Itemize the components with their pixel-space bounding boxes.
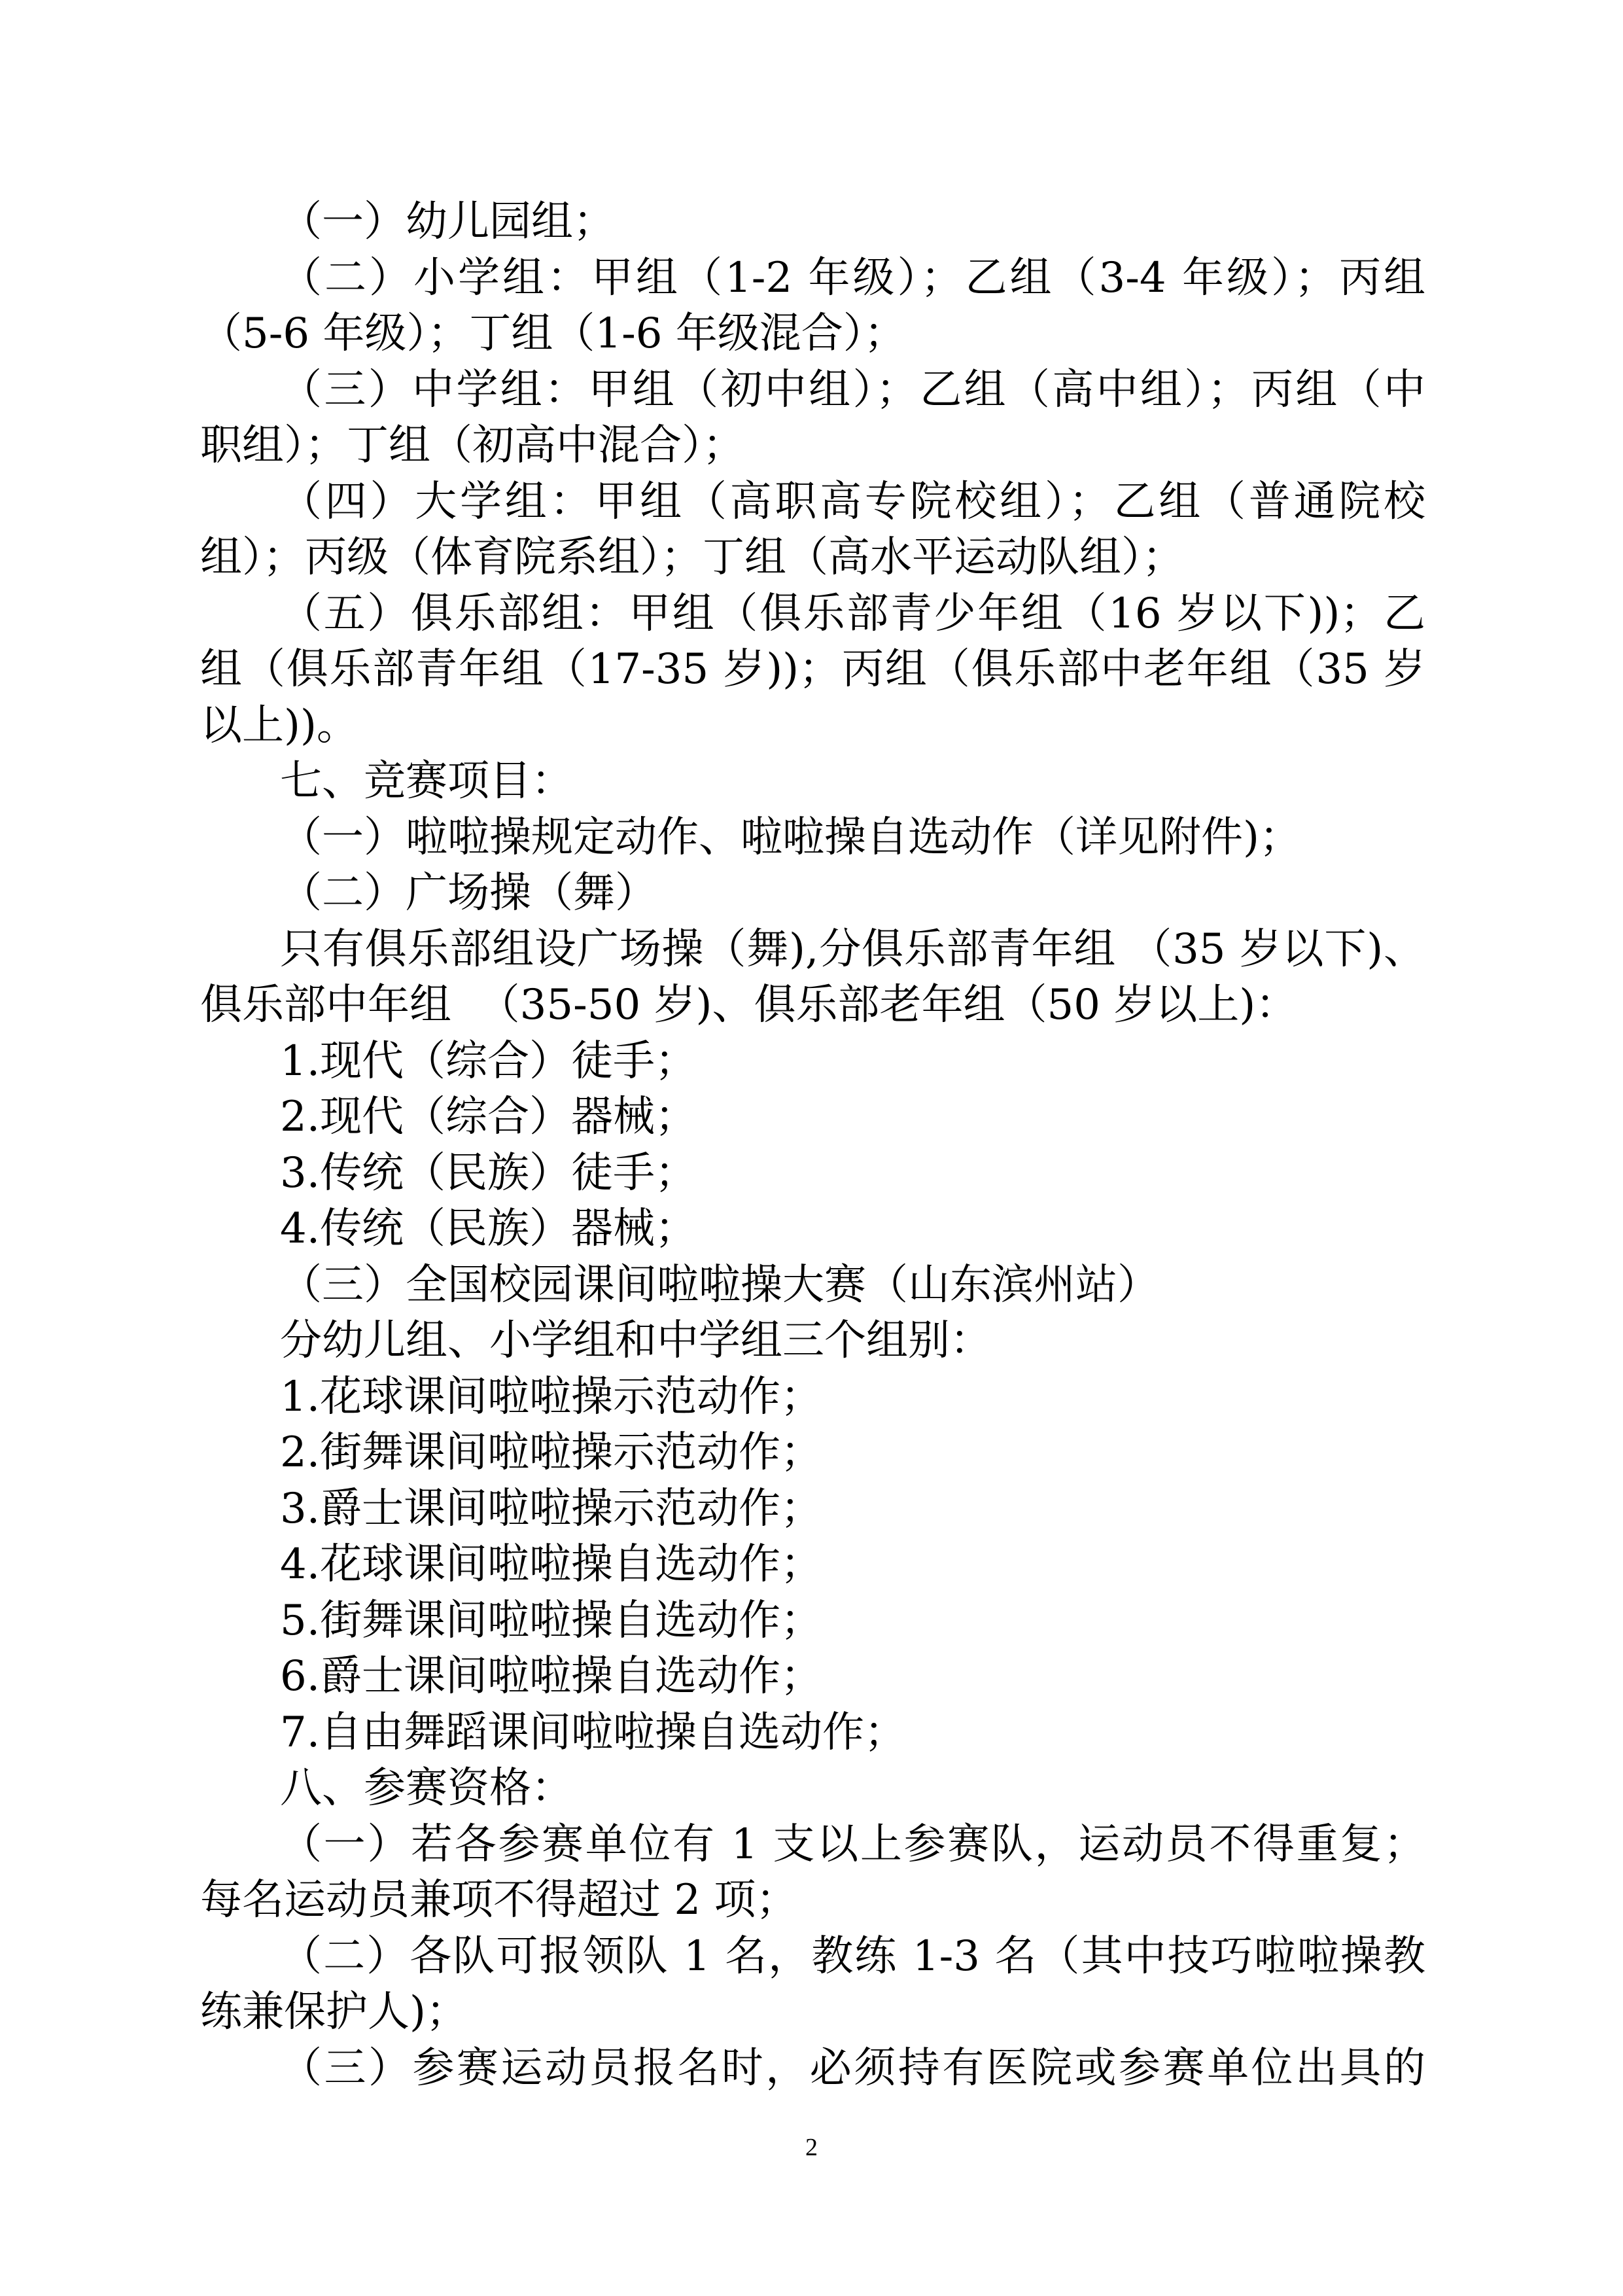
paragraph [200,1929,1425,2041]
list-item [200,1425,1425,1481]
text-line: 3.爵士课间啦啦操示范动作； [280,1484,823,1533]
text-line: 分幼儿组、小学组和中学组三个组别： [280,1316,992,1365]
list-item [200,1593,1425,1650]
text-line: （5-6 年级）；丁组（1-6 年级混合）； [200,309,906,358]
text-line: 1.花球课间啦啦操示范动作； [280,1372,823,1421]
paragraph [200,866,1425,922]
list-item [200,1089,1425,1146]
text-line: 4.花球课间啦啦操自选动作； [280,1540,823,1589]
list-item [200,1034,1425,1090]
paragraph [200,1258,1425,1314]
list-item [200,1369,1425,1426]
text-line: 练兼保护人)； [200,1988,468,2036]
text-line: 1.现代（综合）徒手； [280,1036,697,1086]
text-line: 2.街舞课间啦啦操示范动作； [280,1428,823,1477]
text-line: （二）广场操（舞） [280,869,657,917]
text-line: 俱乐部中年组 （35-50 岁)、俱乐部老年组（50 岁以上)： [200,981,1298,1029]
text-line: （二）小学组：甲组（1-2 年级）；乙组（3-4 年级）；丙组 [280,253,1425,302]
text-line: 七、竞赛项目： [280,757,573,805]
document-body [200,194,1425,2096]
text-line: 5.街舞课间啦啦操自选动作； [280,1596,823,1645]
text-line: （一）啦啦操规定动作、啦啦操自选动作（详见附件)； [280,813,1301,862]
text-line: （一）若各参赛单位有 1 支以上参赛队，运动员不得重复； [280,1820,1425,1869]
page-number: 2 [805,2134,818,2161]
paragraph [200,251,1425,362]
text-line: 只有俱乐部组设广场操（舞),分俱乐部青年组 （35 岁以下)、 [280,925,1425,974]
text-line: 职组）；丁组（初高中混合）； [200,421,744,470]
text-line: （二）各队可报领队 1 名，教练 1-3 名（其中技巧啦啦操教 [280,1932,1425,1981]
list-item [200,1481,1425,1538]
text-line: （三）全国校园课间啦啦操大赛（山东滨州站） [280,1260,1159,1309]
text-line: 7.自由舞蹈课间啦啦操自选动作； [280,1708,907,1757]
list-item [200,1146,1425,1202]
paragraph [200,2041,1425,2097]
text-line: 以上))。 [200,701,358,750]
paragraph [200,1817,1425,1929]
list-item [200,1705,1425,1761]
list-item [200,1649,1425,1705]
paragraph [200,362,1425,474]
text-line: （三）参赛运动员报名时，必须持有医院或参赛单位出具的 [280,2043,1425,2093]
text-line: （一）幼儿园组； [280,198,615,246]
text-line: （三）中学组：甲组（初中组）；乙组（高中组）；丙组（中 [280,365,1425,414]
text-line: 3.传统（民族）徒手； [280,1148,697,1197]
list-item [200,1537,1425,1593]
paragraph [200,586,1425,754]
text-line: 6.爵士课间啦啦操自选动作； [280,1652,823,1701]
text-line: 4.传统（民族）器械； [280,1205,697,1253]
text-line: 每名运动员兼项不得超过 2 项； [200,1876,798,1924]
text-line: （五）俱乐部组：甲组（俱乐部青少年组（16 岁以下))；乙 [280,589,1425,638]
text-line: （四）大学组：甲组（高职高专院校组）；乙组（普通院校 [280,477,1425,526]
paragraph [200,474,1425,586]
text-line: 2.现代（综合）器械； [280,1093,697,1141]
text-line: 组）；丙级（体育院系组）；丁组（高水平运动队组）； [200,533,1184,582]
paragraph [200,810,1425,866]
text-line: 八、参赛资格： [280,1764,573,1812]
section-heading [200,754,1425,810]
text-line: 组（俱乐部青年组（17-35 岁))；丙组（俱乐部中老年组（35 岁 [200,645,1425,694]
paragraph [200,922,1425,1034]
paragraph [200,194,1425,251]
section-heading [200,1761,1425,1817]
paragraph [200,1313,1425,1369]
list-item [200,1201,1425,1258]
